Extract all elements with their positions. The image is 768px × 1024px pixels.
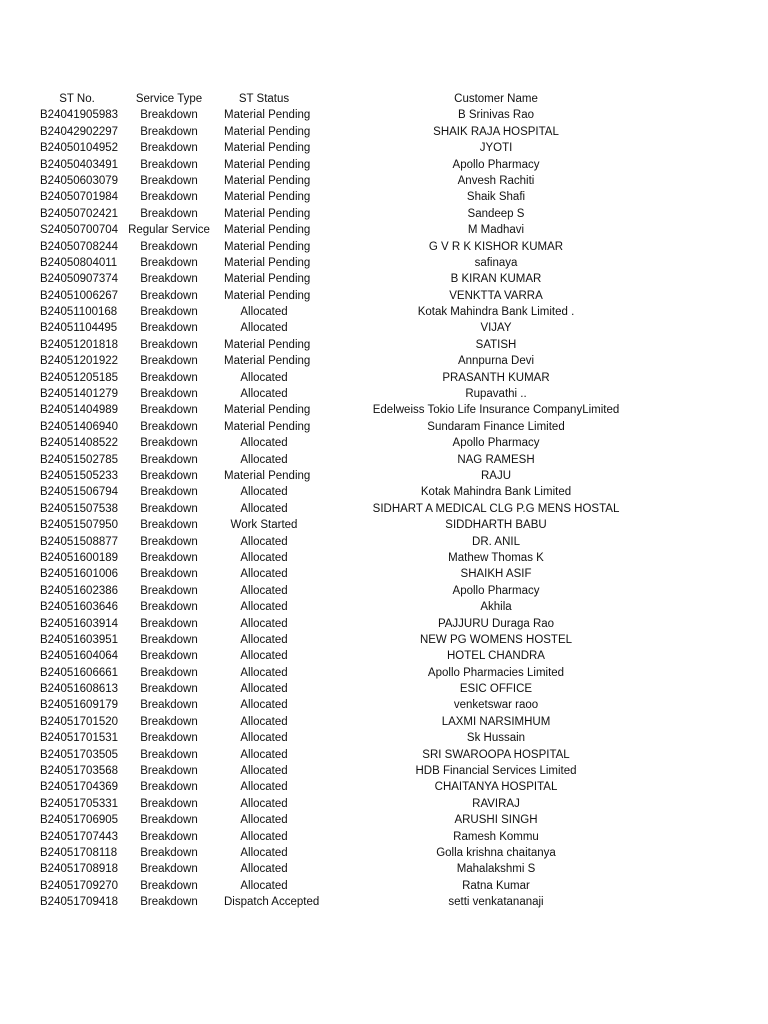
cell-st-status: Material Pending (224, 420, 311, 433)
cell-st-no: B24051600189 (40, 551, 119, 564)
table-row (0, 829, 768, 845)
cell-service-type: Breakdown (140, 207, 198, 220)
cell-st-status: Allocated (240, 633, 288, 646)
cell-st-status: Allocated (240, 371, 288, 384)
cell-st-status: Allocated (240, 617, 288, 630)
table-row (0, 681, 768, 697)
cell-customer-name: Mathew Thomas K (448, 551, 544, 564)
cell-st-no: B24051104495 (40, 322, 118, 335)
cell-st-no: B24042902297 (40, 125, 119, 138)
table-row (0, 271, 768, 287)
cell-customer-name: Rupavathi .. (465, 388, 527, 401)
cell-service-type: Breakdown (140, 666, 198, 679)
cell-customer-name: PRASANTH KUMAR (442, 371, 550, 384)
table-row (0, 189, 768, 205)
cell-st-no: B24050708244 (40, 240, 119, 253)
cell-st-status: Allocated (240, 584, 288, 597)
cell-st-no: B24051608613 (40, 683, 119, 696)
header-customer-name: Customer Name (454, 93, 538, 105)
cell-customer-name: SIDHART A MEDICAL CLG P.G MENS HOSTAL (372, 502, 620, 515)
table-row (0, 124, 768, 140)
cell-st-no: B24050104952 (40, 142, 119, 155)
cell-st-status: Material Pending (224, 404, 311, 417)
cell-service-type: Breakdown (140, 273, 198, 286)
cell-st-no: B24051205185 (40, 371, 119, 384)
cell-st-status: Allocated (240, 814, 288, 827)
table-row (0, 386, 768, 402)
table-row (0, 370, 768, 386)
cell-st-no: B24051506794 (40, 486, 119, 499)
cell-st-status: Material Pending (224, 240, 311, 253)
cell-customer-name: Sk Hussain (466, 732, 526, 745)
cell-st-status: Allocated (240, 863, 288, 876)
cell-st-status: Material Pending (224, 158, 311, 171)
cell-service-type: Breakdown (140, 502, 198, 515)
cell-customer-name: VIJAY (480, 322, 512, 335)
cell-st-status: Allocated (240, 765, 288, 778)
table-row (0, 320, 768, 336)
cell-customer-name: NAG RAMESH (457, 453, 535, 466)
cell-service-type: Breakdown (140, 388, 198, 401)
table-row (0, 632, 768, 648)
table-row (0, 435, 768, 451)
cell-customer-name: LAXMI NARSIMHUM (441, 715, 551, 728)
table-row (0, 304, 768, 320)
cell-service-type: Breakdown (140, 469, 198, 482)
cell-customer-name: CHAITANYA HOSPITAL (434, 781, 558, 794)
table-row (0, 583, 768, 599)
cell-st-status: Allocated (240, 830, 288, 843)
table-row (0, 763, 768, 779)
table-row (0, 173, 768, 189)
table-row (0, 419, 768, 435)
table-row (0, 337, 768, 353)
cell-st-status: Material Pending (224, 174, 311, 187)
cell-st-status: Allocated (240, 551, 288, 564)
cell-st-status: Allocated (240, 781, 288, 794)
table-row (0, 730, 768, 746)
header-st-status: ST Status (238, 93, 290, 105)
cell-st-status: Allocated (240, 502, 288, 515)
table-row (0, 550, 768, 566)
cell-customer-name: Golla krishna chaitanya (436, 846, 556, 859)
table-row (0, 353, 768, 369)
cell-customer-name: Kotak Mahindra Bank Limited . (417, 306, 575, 319)
table-row (0, 845, 768, 861)
cell-st-no: B24051401279 (40, 388, 119, 401)
cell-customer-name: HOTEL CHANDRA (447, 650, 545, 663)
cell-customer-name: ESIC OFFICE (459, 683, 533, 696)
cell-st-status: Material Pending (224, 355, 311, 368)
cell-service-type: Breakdown (140, 781, 198, 794)
cell-service-type: Breakdown (140, 322, 198, 335)
cell-service-type: Breakdown (140, 174, 198, 187)
cell-st-status: Allocated (240, 732, 288, 745)
cell-st-no: B24051006267 (40, 289, 119, 302)
cell-customer-name: HDB Financial Services Limited (415, 765, 577, 778)
table-row (0, 222, 768, 238)
cell-customer-name: Apollo Pharmacies Limited (427, 666, 565, 679)
cell-service-type: Breakdown (140, 814, 198, 827)
cell-service-type: Breakdown (140, 519, 198, 532)
cell-st-no: B24050701984 (40, 191, 119, 204)
cell-customer-name: RAVIRAJ (472, 797, 520, 810)
cell-st-no: B24051100168 (40, 306, 118, 319)
cell-customer-name: SHAIK RAJA HOSPITAL (433, 125, 559, 138)
service-ticket-table (0, 91, 768, 911)
cell-customer-name: Mahalakshmi S (456, 863, 536, 876)
cell-service-type: Breakdown (140, 584, 198, 597)
cell-customer-name: B KIRAN KUMAR (450, 273, 542, 286)
cell-st-no: S24050700704 (40, 224, 119, 237)
cell-st-no: B24050804011 (40, 256, 118, 269)
table-row (0, 878, 768, 894)
cell-service-type: Breakdown (140, 404, 198, 417)
cell-service-type: Breakdown (140, 732, 198, 745)
cell-st-status: Allocated (240, 437, 288, 450)
cell-customer-name: Akhila (480, 601, 512, 614)
cell-service-type: Breakdown (140, 896, 198, 909)
cell-customer-name: DR. ANIL (472, 535, 520, 548)
cell-service-type: Breakdown (140, 437, 198, 450)
cell-service-type: Breakdown (140, 371, 198, 384)
table-body (0, 107, 768, 910)
table-row (0, 255, 768, 271)
cell-st-no: B24051707443 (40, 830, 119, 843)
cell-st-no: B24051708918 (40, 863, 119, 876)
cell-service-type: Breakdown (140, 748, 198, 761)
cell-customer-name: venketswar raoo (453, 699, 539, 712)
cell-customer-name: Sandeep S (467, 207, 525, 220)
cell-st-no: B24051606661 (40, 666, 119, 679)
cell-service-type: Breakdown (140, 617, 198, 630)
cell-st-no: B24050702421 (40, 207, 119, 220)
cell-st-no: B24051701531 (40, 732, 119, 745)
table-row (0, 812, 768, 828)
table-row (0, 501, 768, 517)
cell-customer-name: M Madhavi (467, 224, 525, 237)
cell-service-type: Breakdown (140, 568, 198, 581)
cell-customer-name: Anvesh Rachiti (457, 174, 535, 187)
cell-st-status: Allocated (240, 535, 288, 548)
cell-st-no: B24051609179 (40, 699, 119, 712)
cell-st-no: B24051404989 (40, 404, 119, 417)
cell-customer-name: Sundaram Finance Limited (427, 420, 565, 433)
cell-st-no: B24051406940 (40, 420, 119, 433)
cell-customer-name: Ramesh Kommu (453, 830, 539, 843)
table-row (0, 894, 768, 910)
cell-st-status: Allocated (240, 715, 288, 728)
table-row (0, 747, 768, 763)
cell-service-type: Breakdown (140, 109, 198, 122)
table-row (0, 452, 768, 468)
table-row (0, 140, 768, 156)
cell-customer-name: SHAIKH ASIF (460, 568, 532, 581)
cell-service-type: Breakdown (140, 699, 198, 712)
cell-st-status: Material Pending (224, 125, 311, 138)
cell-service-type: Breakdown (140, 683, 198, 696)
cell-service-type: Breakdown (140, 601, 198, 614)
cell-customer-name: NEW PG WOMENS HOSTEL (419, 633, 573, 646)
table-row (0, 534, 768, 550)
cell-st-status: Allocated (240, 322, 288, 335)
cell-st-no: B24051704369 (40, 781, 119, 794)
cell-service-type: Breakdown (140, 158, 198, 171)
cell-service-type: Breakdown (140, 715, 198, 728)
cell-customer-name: RAJU (480, 469, 512, 482)
cell-service-type: Breakdown (140, 633, 198, 646)
cell-st-no: B24051507950 (40, 519, 119, 532)
cell-service-type: Breakdown (140, 551, 198, 564)
cell-customer-name: safinaya (474, 256, 518, 269)
cell-st-no: B24051201818 (40, 338, 119, 351)
cell-st-no: B24051601006 (40, 568, 119, 581)
table-row (0, 861, 768, 877)
cell-st-no: B24051709418 (40, 896, 119, 909)
cell-customer-name: Shaik Shafi (466, 191, 526, 204)
cell-service-type: Breakdown (140, 338, 198, 351)
table-row (0, 206, 768, 222)
cell-st-no: B24051508877 (40, 535, 119, 548)
cell-customer-name: SIDDHARTH BABU (445, 519, 547, 532)
cell-st-status: Allocated (240, 650, 288, 663)
cell-st-status: Allocated (240, 568, 288, 581)
cell-st-status: Material Pending (224, 256, 311, 269)
cell-st-no: B24051705331 (40, 797, 119, 810)
cell-customer-name: ARUSHI SINGH (454, 814, 538, 827)
cell-st-no: B24051706905 (40, 814, 119, 827)
cell-service-type: Breakdown (140, 765, 198, 778)
table-header-row (0, 91, 768, 107)
table-row (0, 239, 768, 255)
cell-st-status: Allocated (240, 666, 288, 679)
cell-customer-name: Annpurna Devi (457, 355, 535, 368)
cell-st-status: Material Pending (224, 109, 311, 122)
cell-st-no: B24051603914 (40, 617, 119, 630)
cell-service-type: Breakdown (140, 256, 198, 269)
cell-customer-name: G V R K KISHOR KUMAR (428, 240, 564, 253)
cell-st-status: Allocated (240, 306, 288, 319)
cell-service-type: Breakdown (140, 240, 198, 253)
cell-service-type: Breakdown (140, 830, 198, 843)
cell-customer-name: Apollo Pharmacy (452, 437, 540, 450)
table-row (0, 714, 768, 730)
cell-st-status: Allocated (240, 453, 288, 466)
cell-customer-name: SRI SWAROOPA HOSPITAL (422, 748, 570, 761)
cell-st-status: Work Started (230, 519, 298, 532)
cell-st-no: B24050603079 (40, 174, 119, 187)
cell-st-status: Allocated (240, 388, 288, 401)
cell-customer-name: Apollo Pharmacy (452, 584, 540, 597)
table-row (0, 697, 768, 713)
cell-customer-name: setti venkatananaji (448, 896, 544, 909)
cell-service-type: Breakdown (140, 289, 198, 302)
cell-customer-name: Ratna Kumar (462, 879, 530, 892)
cell-service-type: Breakdown (140, 863, 198, 876)
cell-st-status: Material Pending (224, 273, 311, 286)
cell-service-type: Breakdown (140, 420, 198, 433)
cell-st-no: B24051603951 (40, 633, 119, 646)
cell-service-type: Breakdown (140, 879, 198, 892)
cell-st-status: Allocated (240, 683, 288, 696)
cell-st-status: Allocated (240, 797, 288, 810)
cell-st-status: Material Pending (224, 142, 311, 155)
cell-st-status: Material Pending (224, 191, 311, 204)
cell-service-type: Breakdown (140, 142, 198, 155)
table-row (0, 107, 768, 123)
cell-st-status: Allocated (240, 699, 288, 712)
cell-service-type: Breakdown (140, 650, 198, 663)
cell-customer-name: JYOTI (479, 142, 513, 155)
cell-st-no: B24051408522 (40, 437, 119, 450)
cell-service-type: Breakdown (140, 486, 198, 499)
cell-service-type: Regular Service (128, 224, 210, 237)
cell-st-no: B24051602386 (40, 584, 119, 597)
table-row (0, 648, 768, 664)
cell-st-no: B24051708118 (40, 846, 118, 859)
cell-st-status: Material Pending (224, 338, 311, 351)
cell-customer-name: Kotak Mahindra Bank Limited (420, 486, 572, 499)
cell-service-type: Breakdown (140, 191, 198, 204)
table-row (0, 468, 768, 484)
cell-st-no: B24051709270 (40, 879, 119, 892)
cell-customer-name: PAJJURU Duraga Rao (437, 617, 555, 630)
cell-service-type: Breakdown (140, 846, 198, 859)
cell-st-status: Allocated (240, 879, 288, 892)
cell-st-no: B24051701520 (40, 715, 119, 728)
cell-st-status: Allocated (240, 748, 288, 761)
table-row (0, 157, 768, 173)
table-row (0, 288, 768, 304)
cell-customer-name: Apollo Pharmacy (452, 158, 540, 171)
table-row (0, 402, 768, 418)
cell-service-type: Breakdown (140, 125, 198, 138)
cell-st-status: Material Pending (224, 207, 311, 220)
cell-st-no: B24050907374 (40, 273, 119, 286)
cell-customer-name: VENKTTA VARRA (449, 289, 543, 302)
cell-customer-name: B Srinivas Rao (457, 109, 535, 122)
cell-customer-name: Edelweiss Tokio Life Insurance CompanyLimited (372, 404, 620, 417)
cell-st-no: B24051507538 (40, 502, 119, 515)
table-row (0, 796, 768, 812)
cell-st-no: B24051603646 (40, 601, 119, 614)
cell-service-type: Breakdown (140, 797, 198, 810)
cell-service-type: Breakdown (140, 306, 198, 319)
table-row (0, 566, 768, 582)
cell-st-status: Material Pending (224, 224, 311, 237)
table-row (0, 779, 768, 795)
cell-st-no: B24041905983 (40, 109, 119, 122)
cell-st-no: B24050403491 (40, 158, 119, 171)
table-row (0, 484, 768, 500)
table-row (0, 616, 768, 632)
cell-service-type: Breakdown (140, 535, 198, 548)
cell-st-no: B24051703568 (40, 765, 119, 778)
cell-service-type: Breakdown (140, 453, 198, 466)
table-row (0, 665, 768, 681)
cell-st-no: B24051604064 (40, 650, 119, 663)
cell-service-type: Breakdown (140, 355, 198, 368)
cell-st-no: B24051703505 (40, 748, 119, 761)
header-service-type: Service Type (135, 93, 203, 105)
cell-st-status: Material Pending (224, 469, 311, 482)
cell-customer-name: SATISH (475, 338, 517, 351)
cell-st-status: Allocated (240, 601, 288, 614)
cell-st-status: Material Pending (224, 289, 311, 302)
header-st-no: ST No. (59, 93, 95, 105)
table-row (0, 599, 768, 615)
table-row (0, 517, 768, 533)
cell-st-no: B24051201922 (40, 355, 119, 368)
cell-st-status: Allocated (240, 486, 288, 499)
cell-st-no: B24051502785 (40, 453, 119, 466)
cell-st-status: Allocated (240, 846, 288, 859)
cell-st-no: B24051505233 (40, 469, 119, 482)
cell-st-status: Dispatch Accepted (224, 896, 320, 909)
